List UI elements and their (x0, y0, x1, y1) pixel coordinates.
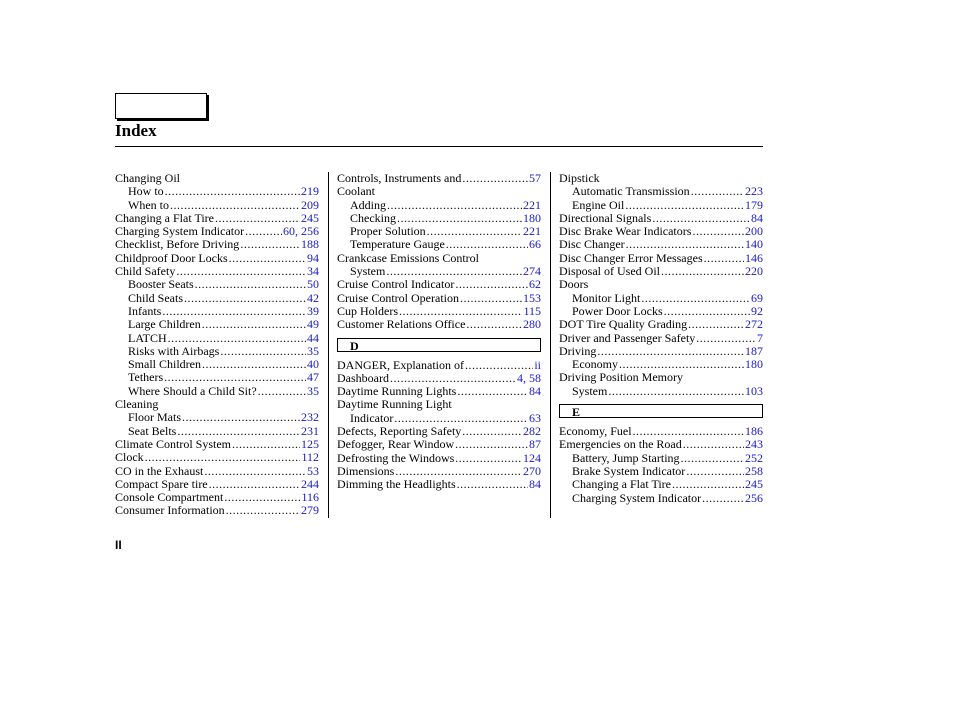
entry-label: Changing a Flat Tire (115, 210, 215, 225)
dot-leader (258, 385, 306, 398)
entry-label: Dimming the Headlights (337, 477, 456, 492)
entry-label: Where Should a Child Sit? (128, 383, 257, 398)
index-entry[interactable] (337, 359, 541, 372)
entry-label: Dimensions (337, 463, 395, 478)
dot-leader (686, 465, 744, 478)
entry-label: Dashboard (337, 370, 389, 385)
entry-label: Disc Changer Error Messages (559, 250, 703, 265)
dot-leader (457, 478, 528, 491)
page-link[interactable]: 39 (307, 303, 319, 318)
entry-label: Small Children (128, 357, 201, 372)
index-entry (559, 172, 763, 185)
page-link[interactable]: 279 (301, 503, 319, 518)
index-entry[interactable] (115, 438, 319, 451)
entry-label: Compact Spare tire (115, 476, 208, 491)
index-entry (559, 371, 763, 384)
entry-label: Defrosting the Windows (337, 450, 455, 465)
entry-label: Large Children (128, 317, 201, 332)
page-link[interactable]: 280 (523, 317, 541, 332)
index-subentry[interactable] (559, 478, 763, 491)
dot-leader (608, 385, 744, 398)
index-entry[interactable] (115, 504, 319, 517)
entry-label: Daytime Running Lights (337, 384, 457, 399)
dot-leader (195, 278, 306, 291)
dot-leader (395, 465, 522, 478)
index-subentry[interactable] (115, 345, 319, 358)
index-entry[interactable] (337, 318, 541, 331)
dot-leader (664, 305, 750, 318)
index-subentry[interactable] (115, 278, 319, 291)
dot-leader (209, 478, 300, 491)
index-subentry[interactable] (559, 358, 763, 371)
entry-label: Clock (115, 450, 144, 465)
index-entry (559, 278, 763, 291)
index-entry[interactable] (559, 345, 763, 358)
index-entry (115, 398, 319, 411)
page-link[interactable]: 223 (745, 184, 763, 199)
page-link[interactable]: ii (534, 357, 541, 372)
index-entry[interactable] (337, 292, 541, 305)
page-link[interactable]: 44 (307, 330, 319, 345)
page-link[interactable]: 4, 58 (517, 370, 541, 385)
index-entry[interactable] (337, 172, 541, 185)
page-link[interactable]: 62 (529, 277, 541, 292)
page-link[interactable]: 125 (301, 436, 319, 451)
index-entry[interactable] (559, 425, 763, 438)
dot-leader (202, 318, 306, 331)
page-link[interactable]: 7 (757, 330, 763, 345)
dot-leader (170, 199, 300, 212)
dot-leader (652, 212, 750, 225)
page-number: II (115, 538, 122, 552)
index-entry[interactable] (115, 225, 319, 238)
entry-label: Child Seats (128, 290, 184, 305)
entry-label: Cleaning (115, 397, 159, 412)
entry-label: Childproof Door Locks (115, 250, 228, 265)
page-link[interactable]: 252 (745, 450, 763, 465)
entry-label: Checklist, Before Driving (115, 237, 240, 252)
column-divider (328, 172, 329, 518)
index-entry[interactable] (337, 278, 541, 291)
entry-label: How to (128, 184, 164, 199)
dot-leader (176, 265, 306, 278)
page-link[interactable]: 274 (523, 264, 541, 279)
entry-label: Proper Solution (350, 224, 426, 239)
dot-leader (184, 292, 306, 305)
dot-leader (397, 212, 522, 225)
dot-leader (457, 385, 528, 398)
index-entry[interactable] (115, 265, 319, 278)
index-entry[interactable] (115, 451, 319, 464)
dot-leader (394, 412, 528, 425)
page-link[interactable]: 209 (301, 197, 319, 212)
dot-leader (683, 438, 744, 451)
index-entry[interactable] (337, 452, 541, 465)
entry-label: Adding (350, 197, 386, 212)
entry-label: Floor Mats (128, 410, 182, 425)
page-link[interactable]: 256 (745, 490, 763, 505)
page-link[interactable]: 272 (745, 317, 763, 332)
page-link[interactable]: 84 (529, 477, 541, 492)
index-subentry[interactable] (115, 185, 319, 198)
index-entry[interactable] (115, 491, 319, 504)
dot-leader (232, 438, 300, 451)
entry-label: Automatic Transmission (572, 184, 690, 199)
index-subentry[interactable] (115, 199, 319, 212)
index-entry[interactable] (337, 465, 541, 478)
page-link[interactable]: 180 (523, 210, 541, 225)
index-entry[interactable] (337, 478, 541, 491)
page-title: Index (115, 121, 157, 140)
page-link[interactable]: 60, 256 (283, 224, 319, 239)
section-letter-header: D (337, 338, 541, 352)
index-entry[interactable] (559, 238, 763, 251)
page-link[interactable]: 231 (301, 423, 319, 438)
page-link[interactable]: 179 (745, 197, 763, 212)
index-subentry[interactable] (337, 238, 541, 251)
entry-label: Controls, Instruments and (337, 171, 462, 185)
page-link[interactable]: 232 (301, 410, 319, 425)
index-entry[interactable] (115, 465, 319, 478)
section-letter-header: E (559, 404, 763, 418)
entry-label: Crankcase Emissions Control (337, 250, 479, 265)
index-entry[interactable] (559, 252, 763, 265)
page-link[interactable]: 40 (307, 357, 319, 372)
dot-leader (455, 452, 522, 465)
page-link[interactable]: 187 (745, 343, 763, 358)
entry-label: System (572, 383, 608, 398)
index-entry[interactable] (337, 385, 541, 398)
page-link[interactable]: 103 (745, 383, 763, 398)
index-subentry[interactable] (337, 212, 541, 225)
dot-leader (692, 225, 744, 238)
entry-label: Climate Control System (115, 436, 231, 451)
index-entry[interactable] (337, 372, 541, 385)
dot-leader (460, 292, 522, 305)
entry-label: Monitor Light (572, 290, 641, 305)
page-link[interactable]: 84 (751, 210, 763, 225)
entry-label: Defogger, Rear Window (337, 437, 455, 452)
index-subentry[interactable] (559, 492, 763, 505)
index-entry[interactable] (115, 238, 319, 251)
dot-leader (691, 185, 744, 198)
entry-label: System (350, 264, 386, 279)
page-link[interactable]: 47 (307, 370, 319, 385)
dot-leader (619, 358, 744, 371)
dot-leader (466, 318, 522, 331)
index-subentry[interactable] (337, 412, 541, 425)
entry-label: Changing Oil (115, 171, 180, 185)
entry-label: Booster Seats (128, 277, 194, 292)
index-entry[interactable] (559, 212, 763, 225)
dot-leader (165, 185, 300, 198)
index-entry (337, 398, 541, 411)
index-entry[interactable] (115, 252, 319, 265)
index-entry[interactable] (337, 425, 541, 438)
index-column-1 (115, 172, 319, 518)
index-entry (115, 172, 319, 185)
index-entry (337, 185, 541, 198)
entry-label: Customer Relations Office (337, 317, 466, 332)
index-subentry[interactable] (559, 465, 763, 478)
entry-label: DOT Tire Quality Grading (559, 317, 688, 332)
dot-leader (688, 318, 744, 331)
page-link[interactable]: 221 (523, 197, 541, 212)
page-link[interactable]: 244 (301, 476, 319, 491)
column-divider (550, 172, 551, 518)
entry-label: Child Safety (115, 264, 176, 279)
entry-label: Coolant (337, 184, 375, 199)
entry-label: DANGER, Explanation of (337, 357, 464, 372)
entry-label: Indicator (350, 410, 394, 425)
index-subentry[interactable] (115, 385, 319, 398)
dot-leader (387, 199, 522, 212)
page-link[interactable]: 87 (529, 437, 541, 452)
dot-leader (245, 225, 282, 238)
entry-label: Risks with Airbags (128, 343, 220, 358)
title-divider (115, 146, 763, 147)
dot-leader (386, 265, 522, 278)
dot-leader (229, 252, 306, 265)
page-link[interactable]: 186 (745, 424, 763, 439)
dot-leader (220, 345, 306, 358)
index-entry[interactable] (559, 332, 763, 345)
dot-leader (390, 372, 516, 385)
index-subentry[interactable] (115, 371, 319, 384)
entry-label: When to (128, 197, 169, 212)
entry-label: Checking (350, 210, 396, 225)
entry-label: Disposal of Used Oil (559, 264, 660, 279)
page-link[interactable]: 282 (523, 424, 541, 439)
entry-label: Power Door Locks (572, 303, 663, 318)
dot-leader (162, 305, 306, 318)
dot-leader (681, 452, 744, 465)
dot-leader (240, 238, 300, 251)
page-link[interactable]: 57 (529, 171, 541, 185)
entry-label: Charging System Indicator (115, 224, 245, 239)
dot-leader (462, 425, 522, 438)
entry-label: Daytime Running Light (337, 397, 452, 412)
header-tab-box (115, 93, 207, 119)
dot-leader (455, 438, 528, 451)
dot-leader (226, 504, 300, 517)
dot-leader (702, 492, 744, 505)
dot-leader (661, 265, 744, 278)
index-entry[interactable] (559, 225, 763, 238)
index-subentry[interactable] (559, 305, 763, 318)
dot-leader (704, 252, 744, 265)
entry-label: Changing a Flat Tire (572, 477, 672, 492)
dot-leader (455, 278, 528, 291)
dot-leader (465, 359, 533, 372)
entry-label: Defects, Reporting Safety (337, 424, 462, 439)
index-subentry[interactable] (115, 292, 319, 305)
index-subentry[interactable] (115, 332, 319, 345)
entry-label: Driving Position Memory (559, 370, 684, 385)
page-link[interactable]: 35 (307, 383, 319, 398)
page-link[interactable]: 258 (745, 463, 763, 478)
entry-label: Driver and Passenger Safety (559, 330, 696, 345)
page-link[interactable]: 221 (523, 224, 541, 239)
entry-label: Cruise Control Indicator (337, 277, 455, 292)
dot-leader (641, 292, 750, 305)
page-link[interactable]: 34 (307, 264, 319, 279)
entry-label: Dipstick (559, 171, 600, 185)
page-link[interactable]: 219 (301, 184, 319, 199)
entry-label: Disc Brake Wear Indicators (559, 224, 692, 239)
entry-label: Emergencies on the Road (559, 437, 682, 452)
entry-label: Temperature Gauge (350, 237, 445, 252)
dot-leader (399, 305, 522, 318)
entry-label: Directional Signals (559, 210, 652, 225)
entry-label: Cup Holders (337, 303, 398, 318)
dot-leader (625, 199, 744, 212)
page-link[interactable]: 153 (523, 290, 541, 305)
dot-leader (462, 172, 528, 185)
index-subentry[interactable] (559, 199, 763, 212)
index-entry[interactable] (115, 478, 319, 491)
page-link[interactable]: 188 (301, 237, 319, 252)
index-subentry[interactable] (559, 385, 763, 398)
dot-leader (145, 451, 301, 464)
index-column-3 (559, 172, 763, 505)
index-subentry[interactable] (559, 185, 763, 198)
entry-label: Tethers (128, 370, 164, 385)
dot-leader (427, 225, 522, 238)
page-link[interactable]: 84 (529, 384, 541, 399)
page-link[interactable]: 35 (307, 343, 319, 358)
entry-label: Seat Belts (128, 423, 177, 438)
page-link[interactable]: 200 (745, 224, 763, 239)
index-subentry[interactable] (115, 318, 319, 331)
index-subentry[interactable] (115, 358, 319, 371)
page-link[interactable]: 116 (301, 490, 319, 505)
page-link[interactable]: 112 (301, 450, 319, 465)
entry-label: LATCH (128, 330, 167, 345)
index-entry[interactable] (559, 438, 763, 451)
page-link[interactable]: 92 (751, 303, 763, 318)
dot-leader (672, 478, 744, 491)
dot-leader (446, 238, 528, 251)
page-link[interactable]: 94 (307, 250, 319, 265)
entry-label: Console Compartment (115, 490, 224, 505)
page-link[interactable]: 42 (307, 290, 319, 305)
entry-label: Disc Changer (559, 237, 625, 252)
dot-leader (696, 332, 756, 345)
page-link[interactable]: 220 (745, 264, 763, 279)
page-link[interactable]: 53 (307, 463, 319, 478)
page-link[interactable]: 270 (523, 463, 541, 478)
index-subentry[interactable] (559, 452, 763, 465)
page-link[interactable]: 180 (745, 357, 763, 372)
dot-leader (204, 465, 306, 478)
dot-leader (177, 425, 300, 438)
page-link[interactable]: 63 (529, 410, 541, 425)
page-link[interactable]: 140 (745, 237, 763, 252)
dot-leader (164, 371, 306, 384)
index-subentry[interactable] (115, 411, 319, 424)
page-link[interactable]: 245 (301, 210, 319, 225)
entry-label: Infants (128, 303, 162, 318)
page-link[interactable]: 50 (307, 277, 319, 292)
page-link[interactable]: 146 (745, 250, 763, 265)
entry-label: Engine Oil (572, 197, 625, 212)
index-entry[interactable] (559, 265, 763, 278)
index-subentry[interactable] (559, 292, 763, 305)
page-link[interactable]: 243 (745, 437, 763, 452)
dot-leader (215, 212, 300, 225)
page-link[interactable]: 245 (745, 477, 763, 492)
page-link[interactable]: 66 (529, 237, 541, 252)
entry-label: Economy, Fuel (559, 424, 632, 439)
page-link[interactable]: 49 (307, 317, 319, 332)
entry-label: Doors (559, 277, 589, 292)
entry-label: Battery, Jump Starting (572, 450, 680, 465)
dot-leader (202, 358, 306, 371)
index-subentry[interactable] (337, 225, 541, 238)
entry-label: Charging System Indicator (572, 490, 702, 505)
page-link[interactable]: 69 (751, 290, 763, 305)
index-subentry[interactable] (337, 265, 541, 278)
index-entry (337, 252, 541, 265)
index-subentry[interactable] (337, 199, 541, 212)
index-entry[interactable] (337, 438, 541, 451)
index-entry[interactable] (337, 305, 541, 318)
entry-label: Driving (559, 343, 597, 358)
dot-leader (224, 491, 300, 504)
entry-label: Brake System Indicator (572, 463, 686, 478)
index-entry[interactable] (559, 318, 763, 331)
dot-leader (182, 411, 300, 424)
entry-label: Cruise Control Operation (337, 290, 459, 305)
entry-label: Economy (572, 357, 618, 372)
entry-label: Consumer Information (115, 503, 225, 518)
dot-leader (626, 238, 744, 251)
index-entry[interactable] (115, 212, 319, 225)
page-link[interactable]: 115 (523, 303, 541, 318)
entry-label: CO in the Exhaust (115, 463, 204, 478)
dot-leader (633, 425, 744, 438)
index-subentry[interactable] (115, 425, 319, 438)
index-column-2 (337, 172, 541, 492)
dot-leader (168, 332, 306, 345)
index-subentry[interactable] (115, 305, 319, 318)
page-link[interactable]: 124 (523, 450, 541, 465)
dot-leader (597, 345, 744, 358)
